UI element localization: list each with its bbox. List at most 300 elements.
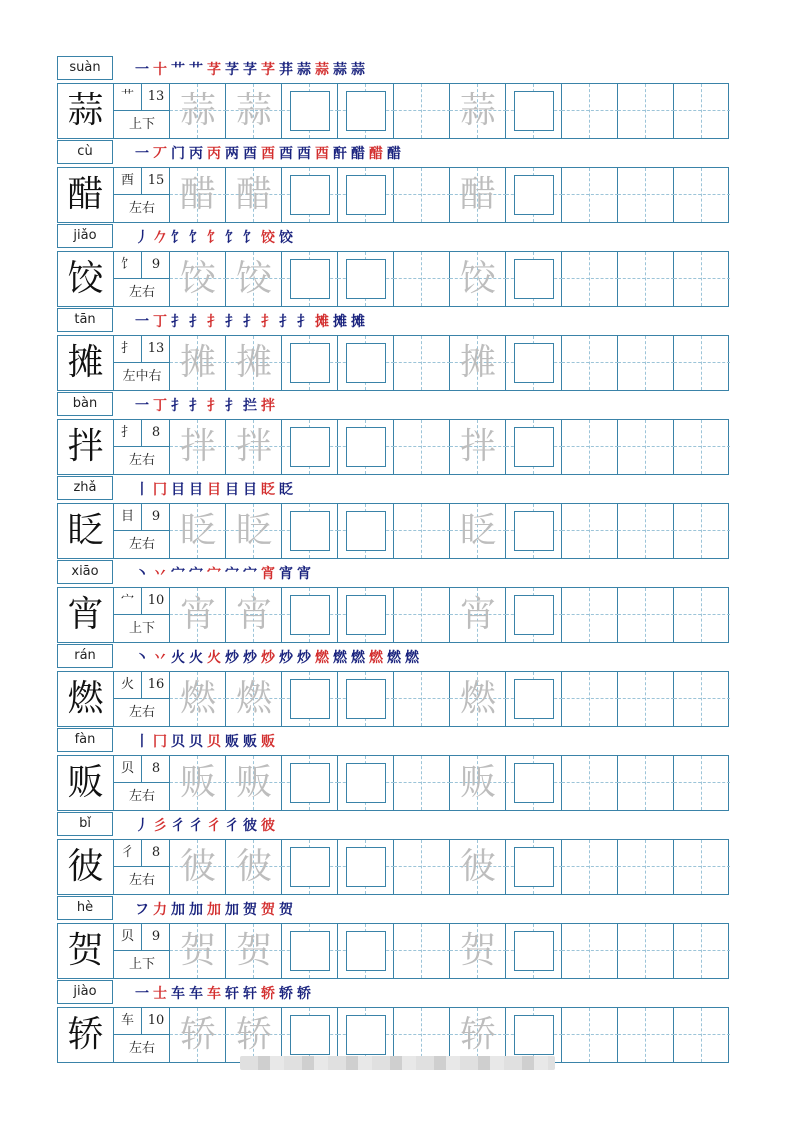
practice-cell[interactable]	[282, 840, 338, 894]
inner-box	[346, 595, 386, 635]
practice-cell[interactable]	[618, 336, 674, 390]
inner-box	[346, 679, 386, 719]
stroke-step: 芓	[243, 62, 258, 78]
stroke-step: 贩	[243, 734, 258, 750]
stroke-step: 眨	[261, 482, 276, 498]
stroke-step: 丶	[135, 650, 150, 666]
stroke-step: 宀	[225, 566, 240, 582]
stroke-step: 蒜	[297, 62, 312, 78]
trace-character: 蒜	[179, 90, 216, 131]
writing-grid	[57, 671, 729, 727]
trace-character: 摊	[179, 342, 216, 383]
pinyin-label: jiào	[57, 980, 113, 1004]
practice-cell[interactable]	[450, 168, 506, 222]
stroke-step: 车	[171, 986, 186, 1002]
character-entry	[57, 392, 729, 476]
practice-cell[interactable]	[506, 420, 562, 474]
pinyin-label: bǐ	[57, 812, 113, 836]
model-character: 蒜	[58, 84, 114, 138]
inner-box	[290, 763, 330, 803]
practice-cell[interactable]	[170, 756, 226, 810]
practice-cell[interactable]	[394, 84, 450, 138]
practice-cell[interactable]	[394, 252, 450, 306]
practice-cell[interactable]	[226, 756, 282, 810]
stroke-step: 拦	[243, 398, 258, 414]
practice-cell[interactable]	[618, 924, 674, 978]
practice-cell[interactable]	[226, 840, 282, 894]
practice-cell[interactable]	[506, 504, 562, 558]
inner-box	[346, 931, 386, 971]
pinyin-label: xiāo	[57, 560, 113, 584]
practice-cell[interactable]	[618, 168, 674, 222]
stroke-step: 饺	[279, 230, 294, 246]
practice-cell[interactable]	[338, 84, 394, 138]
practice-cell[interactable]	[170, 672, 226, 726]
practice-cell[interactable]	[282, 672, 338, 726]
practice-cell[interactable]	[562, 924, 618, 978]
practice-cell[interactable]	[394, 672, 450, 726]
stroke-step: 燃	[405, 650, 420, 666]
practice-cell[interactable]	[618, 420, 674, 474]
practice-cell[interactable]	[674, 336, 730, 390]
practice-cell[interactable]	[226, 924, 282, 978]
structure: 左右	[128, 537, 155, 552]
stroke-step: 丁	[153, 314, 168, 330]
practice-cell[interactable]	[338, 504, 394, 558]
practice-cell[interactable]	[394, 504, 450, 558]
trace-character: 彼	[179, 846, 216, 887]
pinyin-label: fàn	[57, 728, 113, 752]
stroke-count: 16	[142, 672, 170, 699]
stroke-step: 车	[189, 986, 204, 1002]
stroke-step: 炒	[297, 650, 312, 666]
inner-box	[346, 511, 386, 551]
character-info	[114, 672, 170, 726]
stroke-step: 彼	[261, 818, 276, 834]
model-character: 眨	[58, 504, 114, 558]
stroke-step: 酉	[279, 146, 294, 162]
practice-cell[interactable]	[282, 588, 338, 642]
inner-box	[346, 1015, 386, 1055]
stroke-count: 15	[142, 168, 170, 195]
practice-cell[interactable]	[562, 336, 618, 390]
trace-character: 饺	[235, 258, 272, 299]
practice-cell[interactable]	[562, 672, 618, 726]
pinyin-label: suàn	[57, 56, 113, 80]
practice-cell[interactable]	[674, 420, 730, 474]
inner-box	[514, 931, 554, 971]
practice-cell[interactable]	[338, 336, 394, 390]
character-info	[114, 84, 170, 138]
practice-cell[interactable]	[282, 168, 338, 222]
practice-cell[interactable]	[226, 252, 282, 306]
stroke-count: 10	[142, 1008, 170, 1035]
practice-cell[interactable]	[170, 420, 226, 474]
practice-cell[interactable]	[226, 168, 282, 222]
practice-cell[interactable]	[674, 168, 730, 222]
practice-cell[interactable]	[674, 84, 730, 138]
practice-cell[interactable]	[506, 588, 562, 642]
stroke-step: 蒜	[333, 62, 348, 78]
stroke-step: 蒜	[351, 62, 366, 78]
model-character: 彼	[58, 840, 114, 894]
stroke-step: 饣	[189, 230, 204, 246]
practice-cell[interactable]	[170, 924, 226, 978]
pinyin-label: jiǎo	[57, 224, 113, 248]
character-info	[114, 1008, 170, 1062]
pinyin-label: rán	[57, 644, 113, 668]
stroke-step: 饣	[225, 230, 240, 246]
inner-box	[290, 1015, 330, 1055]
practice-cell[interactable]	[674, 588, 730, 642]
practice-cell[interactable]	[618, 672, 674, 726]
stroke-step: 燃	[387, 650, 402, 666]
stroke-step: 加	[225, 902, 240, 918]
stroke-step: 芓	[261, 62, 276, 78]
character-info	[114, 168, 170, 222]
inner-box	[346, 343, 386, 383]
stroke-step: 燃	[351, 650, 366, 666]
practice-cell[interactable]	[506, 84, 562, 138]
practice-cell[interactable]	[226, 1008, 282, 1062]
practice-cell[interactable]	[282, 924, 338, 978]
character-entry	[57, 980, 729, 1064]
stroke-step: 燃	[333, 650, 348, 666]
trace-character: 蒜	[235, 90, 272, 131]
stroke-order	[135, 312, 369, 332]
structure: 上下	[128, 621, 155, 636]
structure: 左中右	[122, 369, 162, 384]
practice-cell[interactable]	[450, 504, 506, 558]
radical: 酉	[114, 168, 142, 195]
practice-cell[interactable]	[394, 168, 450, 222]
practice-cell[interactable]	[338, 756, 394, 810]
practice-cell[interactable]	[282, 252, 338, 306]
practice-cell[interactable]	[562, 420, 618, 474]
stroke-step: 酉	[261, 146, 276, 162]
stroke-step: 扌	[243, 314, 258, 330]
stroke-step: 一	[135, 398, 150, 414]
practice-cell[interactable]	[338, 252, 394, 306]
character-entry	[57, 896, 729, 980]
practice-cell[interactable]	[226, 504, 282, 558]
practice-cell[interactable]	[450, 672, 506, 726]
practice-cell[interactable]	[394, 840, 450, 894]
model-character: 轿	[58, 1008, 114, 1062]
character-entry	[57, 476, 729, 560]
stroke-step: 宵	[297, 566, 312, 582]
stroke-step: 贝	[171, 734, 186, 750]
practice-cell[interactable]	[506, 1008, 562, 1062]
stroke-step: 贩	[225, 734, 240, 750]
inner-box	[346, 91, 386, 131]
inner-box	[514, 847, 554, 887]
practice-cell[interactable]	[170, 504, 226, 558]
structure: 左右	[128, 201, 155, 216]
stroke-step: 一	[135, 986, 150, 1002]
stroke-step: 彡	[153, 818, 168, 834]
writing-grid	[57, 587, 729, 643]
practice-cell[interactable]	[338, 588, 394, 642]
practice-cell[interactable]	[282, 504, 338, 558]
stroke-step: 目	[243, 482, 258, 498]
practice-cell[interactable]	[506, 672, 562, 726]
character-info	[114, 840, 170, 894]
pinyin-label: bàn	[57, 392, 113, 416]
practice-cell[interactable]	[394, 420, 450, 474]
writing-grid	[57, 839, 729, 895]
practice-cell[interactable]	[226, 420, 282, 474]
radical: 扌	[114, 336, 142, 363]
stroke-order	[135, 144, 405, 164]
stroke-step: 丨	[135, 734, 150, 750]
practice-cell[interactable]	[282, 1008, 338, 1062]
stroke-step: 加	[171, 902, 186, 918]
practice-cell[interactable]	[674, 840, 730, 894]
practice-cell[interactable]	[618, 840, 674, 894]
stroke-step: 醋	[369, 146, 384, 162]
practice-cell[interactable]	[450, 336, 506, 390]
stroke-step: 荓	[279, 62, 294, 78]
inner-box	[290, 427, 330, 467]
practice-cell[interactable]	[674, 1008, 730, 1062]
practice-cell[interactable]	[338, 840, 394, 894]
practice-cell[interactable]	[618, 588, 674, 642]
stroke-step: 扌	[261, 314, 276, 330]
pinyin-label: tān	[57, 308, 113, 332]
practice-cell[interactable]	[170, 252, 226, 306]
practice-cell[interactable]	[394, 756, 450, 810]
stroke-count: 9	[142, 924, 170, 951]
stroke-step: 扌	[171, 314, 186, 330]
practice-cell[interactable]	[338, 672, 394, 726]
practice-cell[interactable]	[450, 756, 506, 810]
inner-box	[514, 679, 554, 719]
stroke-step: 宵	[279, 566, 294, 582]
practice-cell[interactable]	[674, 924, 730, 978]
practice-cell[interactable]	[450, 1008, 506, 1062]
practice-cell[interactable]	[562, 168, 618, 222]
practice-cell[interactable]	[338, 168, 394, 222]
practice-cell[interactable]	[562, 504, 618, 558]
trace-character: 摊	[459, 342, 496, 383]
stroke-order	[135, 396, 279, 416]
model-character: 燃	[58, 672, 114, 726]
practice-cell[interactable]	[674, 672, 730, 726]
trace-character: 拌	[459, 426, 496, 467]
stroke-step: 扌	[279, 314, 294, 330]
pinyin-label: zhǎ	[57, 476, 113, 500]
practice-cell[interactable]	[170, 1008, 226, 1062]
structure: 左右	[128, 789, 155, 804]
stroke-step: 艹	[171, 62, 186, 78]
inner-box	[290, 343, 330, 383]
stroke-step: 目	[171, 482, 186, 498]
writing-grid	[57, 83, 729, 139]
practice-cell[interactable]	[226, 336, 282, 390]
practice-cell[interactable]	[282, 84, 338, 138]
practice-cell[interactable]	[562, 588, 618, 642]
stroke-step: 彳	[225, 818, 240, 834]
stroke-step: 彼	[243, 818, 258, 834]
practice-cell[interactable]	[562, 756, 618, 810]
trace-character: 燃	[179, 678, 216, 719]
practice-cell[interactable]	[506, 756, 562, 810]
practice-cell[interactable]	[338, 1008, 394, 1062]
stroke-order	[135, 480, 297, 500]
stroke-step: 轿	[279, 986, 294, 1002]
practice-cell[interactable]	[394, 1008, 450, 1062]
stroke-count: 13	[142, 336, 170, 363]
stroke-order	[135, 732, 279, 752]
trace-character: 轿	[459, 1014, 496, 1055]
stroke-step: 燃	[315, 650, 330, 666]
practice-cell[interactable]	[618, 504, 674, 558]
stroke-step: 彳	[207, 818, 222, 834]
practice-cell[interactable]	[506, 336, 562, 390]
stroke-count: 8	[142, 840, 170, 867]
inner-box	[346, 847, 386, 887]
practice-cell[interactable]	[450, 252, 506, 306]
practice-cell[interactable]	[562, 84, 618, 138]
practice-cell[interactable]	[170, 840, 226, 894]
stroke-step: 贺	[261, 902, 276, 918]
stroke-step: 目	[225, 482, 240, 498]
practice-cell[interactable]	[562, 840, 618, 894]
stroke-step: 丿	[135, 818, 150, 834]
practice-cell[interactable]	[282, 336, 338, 390]
stroke-step: 丆	[153, 146, 168, 162]
pinyin-label: hè	[57, 896, 113, 920]
stroke-step: 目	[189, 482, 204, 498]
practice-cell[interactable]	[394, 336, 450, 390]
stroke-step: 饣	[243, 230, 258, 246]
stroke-step: 酐	[333, 146, 348, 162]
model-character: 贺	[58, 924, 114, 978]
stroke-count: 9	[142, 504, 170, 531]
stroke-order	[135, 648, 423, 668]
practice-cell[interactable]	[618, 252, 674, 306]
stroke-step: 一	[135, 314, 150, 330]
stroke-step: 火	[171, 650, 186, 666]
character-info	[114, 420, 170, 474]
practice-cell[interactable]	[170, 168, 226, 222]
trace-character: 彼	[235, 846, 272, 887]
practice-cell[interactable]	[282, 420, 338, 474]
stroke-step: 士	[153, 986, 168, 1002]
practice-cell[interactable]	[618, 84, 674, 138]
trace-character: 眨	[459, 510, 496, 551]
practice-cell[interactable]	[170, 84, 226, 138]
trace-character: 眨	[179, 510, 216, 551]
radical: 艹	[114, 84, 142, 111]
practice-cell[interactable]	[506, 168, 562, 222]
stroke-step: 轿	[261, 986, 276, 1002]
stroke-step: 酉	[297, 146, 312, 162]
character-entry	[57, 812, 729, 896]
practice-cell[interactable]	[450, 420, 506, 474]
trace-character: 醋	[459, 174, 496, 215]
character-entry	[57, 728, 729, 812]
stroke-step: 火	[207, 650, 222, 666]
practice-cell[interactable]	[394, 924, 450, 978]
practice-cell[interactable]	[282, 756, 338, 810]
practice-cell[interactable]	[674, 756, 730, 810]
stroke-step: 蒜	[315, 62, 330, 78]
structure: 上下	[128, 957, 155, 972]
practice-cell[interactable]	[506, 840, 562, 894]
inner-box	[290, 931, 330, 971]
structure: 左右	[128, 453, 155, 468]
trace-character: 醋	[235, 174, 272, 215]
practice-cell[interactable]	[450, 588, 506, 642]
stroke-step: 扌	[225, 398, 240, 414]
trace-character: 饺	[459, 258, 496, 299]
stroke-order	[135, 60, 369, 80]
stroke-step: 拌	[261, 398, 276, 414]
stroke-step: 丿	[135, 230, 150, 246]
model-character: 贩	[58, 756, 114, 810]
radical: 饣	[114, 252, 142, 279]
inner-box	[514, 343, 554, 383]
practice-cell[interactable]	[506, 924, 562, 978]
practice-cell[interactable]	[450, 840, 506, 894]
stroke-order	[135, 228, 297, 248]
stroke-step: 扌	[297, 314, 312, 330]
inner-box	[346, 427, 386, 467]
practice-cell[interactable]	[226, 672, 282, 726]
practice-cell[interactable]	[618, 1008, 674, 1062]
practice-cell[interactable]	[450, 84, 506, 138]
structure: 上下	[128, 117, 155, 132]
stroke-order	[135, 816, 279, 836]
practice-cell[interactable]	[562, 252, 618, 306]
character-entry	[57, 140, 729, 224]
practice-cell[interactable]	[562, 1008, 618, 1062]
practice-cell[interactable]	[338, 420, 394, 474]
writing-grid	[57, 335, 729, 391]
practice-cell[interactable]	[338, 924, 394, 978]
stroke-step: 扌	[207, 398, 222, 414]
stroke-step: 摊	[351, 314, 366, 330]
practice-cell[interactable]	[674, 504, 730, 558]
stroke-step: 扌	[225, 314, 240, 330]
practice-cell[interactable]	[394, 588, 450, 642]
practice-cell[interactable]	[170, 336, 226, 390]
model-character: 饺	[58, 252, 114, 306]
character-entry	[57, 308, 729, 392]
inner-box	[290, 259, 330, 299]
practice-cell[interactable]	[618, 756, 674, 810]
stroke-step: 贝	[207, 734, 222, 750]
inner-box	[346, 763, 386, 803]
trace-character: 贺	[459, 930, 496, 971]
radical: 车	[114, 1008, 142, 1035]
stroke-step: 炒	[261, 650, 276, 666]
practice-cell[interactable]	[226, 588, 282, 642]
practice-cell[interactable]	[450, 924, 506, 978]
trace-character: 轿	[235, 1014, 272, 1055]
practice-cell[interactable]	[170, 588, 226, 642]
stroke-step: 饣	[207, 230, 222, 246]
practice-cell[interactable]	[226, 84, 282, 138]
practice-cell[interactable]	[674, 252, 730, 306]
practice-cell[interactable]	[506, 252, 562, 306]
radical: 火	[114, 672, 142, 699]
stroke-step: 丷	[153, 650, 168, 666]
stroke-step: 丙	[207, 146, 222, 162]
stroke-step: 冂	[153, 734, 168, 750]
